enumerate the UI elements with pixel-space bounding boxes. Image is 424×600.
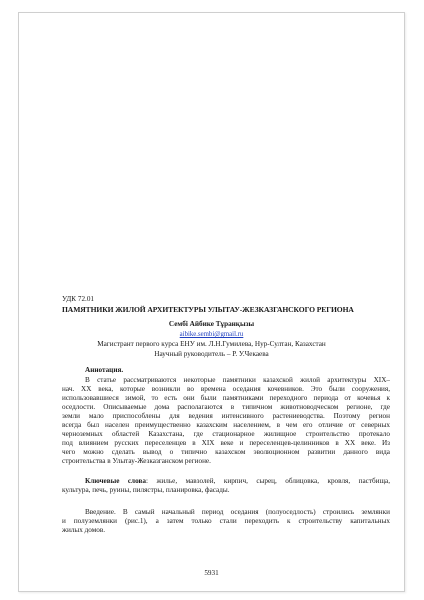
udk-code: УДК 72.01: [62, 295, 95, 303]
intro-line: Введение. В самый начальный период оседания (полуоседлость) строились землянки: [85, 508, 390, 516]
introduction-paragraph: [62, 508, 390, 535]
author-affiliation: Магистрант первого курса ЕНУ им. Л.Н.Гумилева, Нур-Султан, Казахстан: [97, 340, 326, 348]
abstract-line: под влиянием русских переселенцев в XIX веке и переселенцев-целинников в XX веке. Из: [62, 439, 390, 447]
page-number: 5931: [204, 569, 219, 577]
keywords-label: Ключевые слова: [85, 477, 146, 485]
author-name: Сембі Айбике Тұранқызы: [168, 320, 255, 328]
abstract-line: черноземных областей Казахстана, где стационарное жилищное строительство протекало: [62, 430, 390, 438]
keywords-line: [62, 477, 390, 486]
abstract-line: чего можно сделать вывод о типично казахском эволюционном развитии данного вида: [62, 448, 390, 456]
abstract-line: земли мало приспособлены для ведения интенсивного растениеводства. Поэтому регион: [62, 412, 390, 420]
abstract-line: нач. XX века, которые возникли во времена оседания кочевников. Это были сооружения,: [62, 385, 390, 393]
keywords-line: культура, печь, руины, пилястры, планировка, фасады.: [62, 486, 230, 494]
keywords-block: [62, 477, 390, 495]
scientific-advisor: Научный руководитель – Р. У.Чекаева: [154, 350, 269, 358]
abstract-line: В статье рассматриваются некоторые памятники казахской жилой архитектуры XIX–: [85, 376, 390, 384]
intro-line: жилых домов.: [62, 526, 106, 534]
abstract-heading: Аннотация.: [85, 366, 124, 374]
keywords-text: : жилье, мавзолей, кирпич, сырец, облицовка, кровля, пастбища,: [145, 477, 390, 485]
abstract-text: [62, 376, 390, 466]
abstract-line: использовавшиеся зимой, то есть они были памятниками переходного периода от кочевья к: [62, 394, 390, 402]
author-email-link[interactable]: aibike.sembi@gmail.ru: [179, 331, 244, 338]
document-page: [18, 12, 405, 592]
intro-line: и полуземлянки (рис.1), а затем только стали переходить к строительству капитальных: [62, 517, 390, 525]
abstract-line: всегда был населен преимущественно казахским населением, в чем его отличие от северных: [62, 421, 390, 429]
article-title: ПАМЯТНИКИ ЖИЛОЙ АРХИТЕКТУРЫ УЛЫТАУ-ЖЕЗКАЗГАНСКОГО РЕГИОНА: [62, 305, 354, 314]
abstract-line: строительства в Улытау-Жезказганском регионе.: [62, 457, 211, 465]
abstract-line: оседлости. Описываемые дома располагаются в типичном животноводческом регионе, где: [62, 403, 390, 411]
